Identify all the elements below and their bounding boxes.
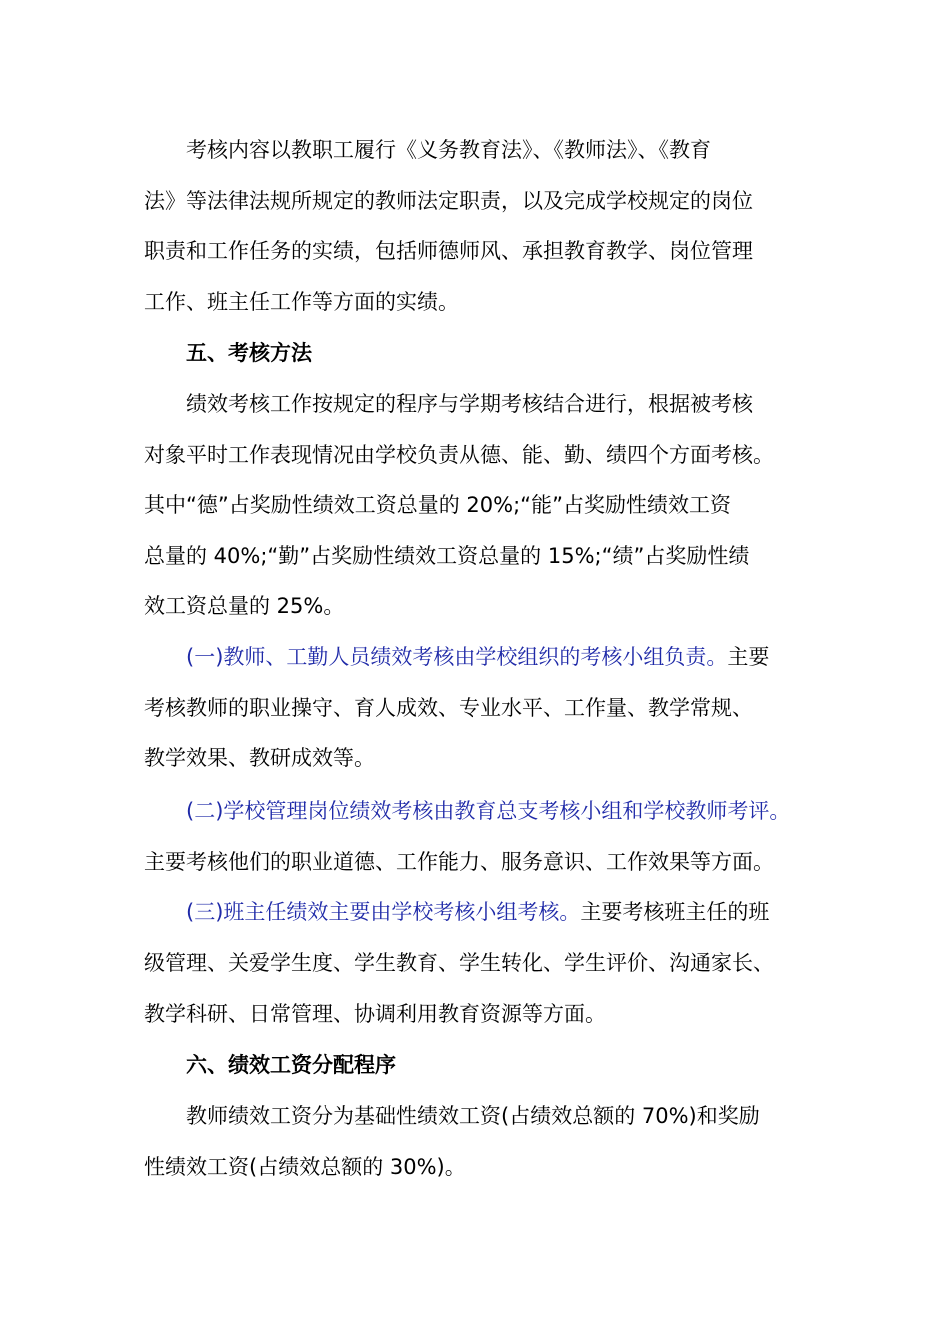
paragraph-line: 绩效考核工作按规定的程序与学期考核结合进行，根据被考核 (186, 392, 753, 416)
paragraph-line: 效工资总量的 25%。 (144, 594, 345, 618)
highlighted-text: (一)教师、工勤人员绩效考核由学校组织的考核小组负责。 (186, 645, 728, 669)
paragraph-line (186, 897, 769, 927)
paragraph-line: 对象平时工作表现情况由学校负责从德、能、勤、绩四个方面考核。 (144, 443, 774, 467)
plain-text: 主要 (727, 645, 770, 669)
section-heading-6: 六、绩效工资分配程序 (186, 1053, 396, 1077)
paragraph-line: 总量的 40%;“勤”占奖励性绩效工资总量的 15%;“绩”占奖励性绩 (144, 544, 750, 568)
paragraph-line: 性绩效工资(占绩效总额的 30%)。 (144, 1155, 466, 1179)
paragraph-line: 级管理、关爱学生度、学生教育、学生转化、学生评价、沟通家长、 (144, 951, 774, 975)
paragraph-line: 教学科研、日常管理、协调利用教育资源等方面。 (144, 1002, 606, 1026)
paragraph-line: 法》等法律法规所规定的教师法定职责，以及完成学校规定的岗位 (144, 189, 753, 213)
paragraph-line: 工作、班主任工作等方面的实绩。 (144, 290, 459, 314)
highlighted-text: (三)班主任绩效主要由学校考核小组考核。 (186, 900, 581, 924)
paragraph-line (186, 642, 769, 672)
section-heading-5: 五、考核方法 (186, 341, 312, 365)
paragraph-line: 教师绩效工资分为基础性绩效工资(占绩效总额的 70%)和奖励 (186, 1104, 760, 1128)
paragraph-line: 职责和工作任务的实绩，包括师德师风、承担教育教学、岗位管理 (144, 239, 753, 263)
paragraph-line: 考核教师的职业操守、育人成效、专业水平、工作量、教学常规、 (144, 696, 753, 720)
plain-text: 主要考核班主任的班 (580, 900, 770, 924)
paragraph-line: 其中“德”占奖励性绩效工资总量的 20%;“能”占奖励性绩效工资 (144, 493, 731, 517)
paragraph-line: 考核内容以教职工履行《义务教育法》、《教师法》、《教育 (186, 138, 711, 162)
highlighted-text: (二)学校管理岗位绩效考核由教育总支考核小组和学校教师考评。 (186, 799, 791, 823)
paragraph-line: 教学效果、教研成效等。 (144, 746, 375, 770)
paragraph-line: 主要考核他们的职业道德、工作能力、服务意识、工作效果等方面。 (144, 850, 774, 874)
